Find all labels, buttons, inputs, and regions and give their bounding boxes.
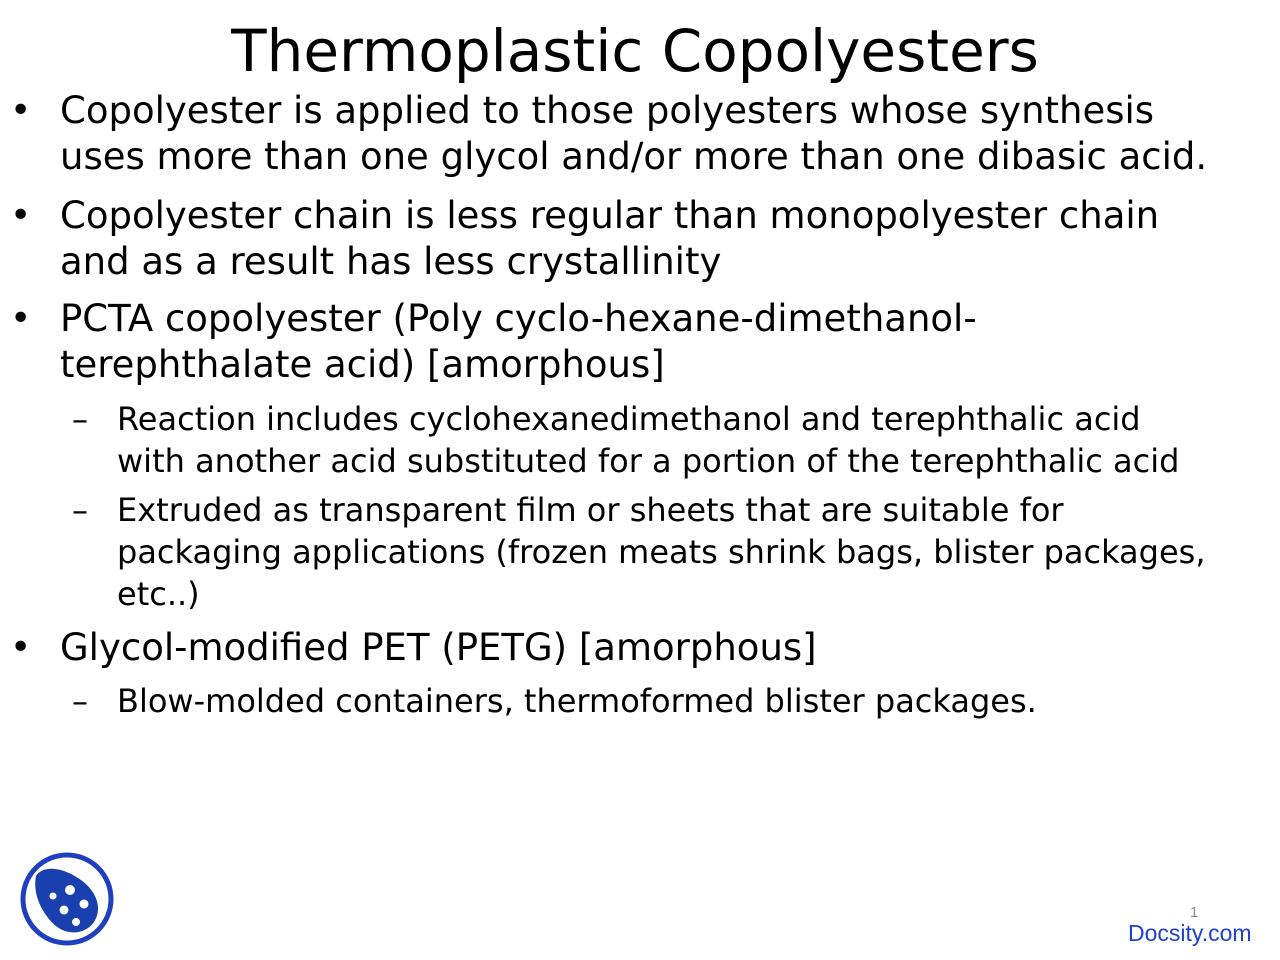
bullet-text <box>60 625 1275 671</box>
bullet-icon: • <box>10 298 32 339</box>
text-line: packaging applications (frozen meats shrink bags, blister packages, <box>117 533 1206 571</box>
text-line: Glycol-modified PET (PETG) [amorphous] <box>60 626 817 669</box>
text-line: terephthalate acid) [amorphous] <box>60 343 665 386</box>
text-line: uses more than one glycol and/or more than one dibasic acid. <box>60 135 1208 178</box>
text-line: Copolyester chain is less regular than monopolyester chain <box>60 194 1160 237</box>
docsity-logo-icon-svg <box>20 852 114 946</box>
sub-bullet-text <box>117 398 1277 482</box>
text-line: Blow-molded containers, thermoformed blister packages. <box>117 682 1037 720</box>
text-line: Copolyester is applied to those polyesters whose synthesis <box>60 89 1155 132</box>
dash-icon: – <box>72 682 88 720</box>
text-line: etc..) <box>117 575 200 613</box>
bullet-icon: • <box>10 195 32 236</box>
bullet-icon: • <box>10 90 32 131</box>
bullet-text <box>60 193 1275 285</box>
slide-title: Thermoplastic Copolyesters <box>231 17 1039 85</box>
sub-bullet-text <box>117 489 1277 615</box>
page-number: 1 <box>1190 904 1199 921</box>
text-line: Reaction includes cyclohexanedimethanol and terephthalic acid <box>117 400 1141 438</box>
docsity-brand-link[interactable]: Docsity.com <box>1128 920 1252 946</box>
sub-bullet-text <box>117 680 1277 722</box>
text-line: Extruded as transparent film or sheets that are suitable for <box>117 491 1064 529</box>
docsity-logo-icon <box>20 852 114 946</box>
bullet-icon: • <box>10 627 32 668</box>
text-line: with another acid substituted for a portion of the terephthalic acid <box>117 442 1180 480</box>
dash-icon: – <box>72 491 88 529</box>
text-line: PCTA copolyester (Poly cyclo-hexane-dimethanol- <box>60 297 977 340</box>
dash-icon: – <box>72 400 88 438</box>
bullet-text <box>60 296 1275 388</box>
bullet-text <box>60 88 1275 180</box>
text-line: and as a result has less crystallinity <box>60 240 722 283</box>
